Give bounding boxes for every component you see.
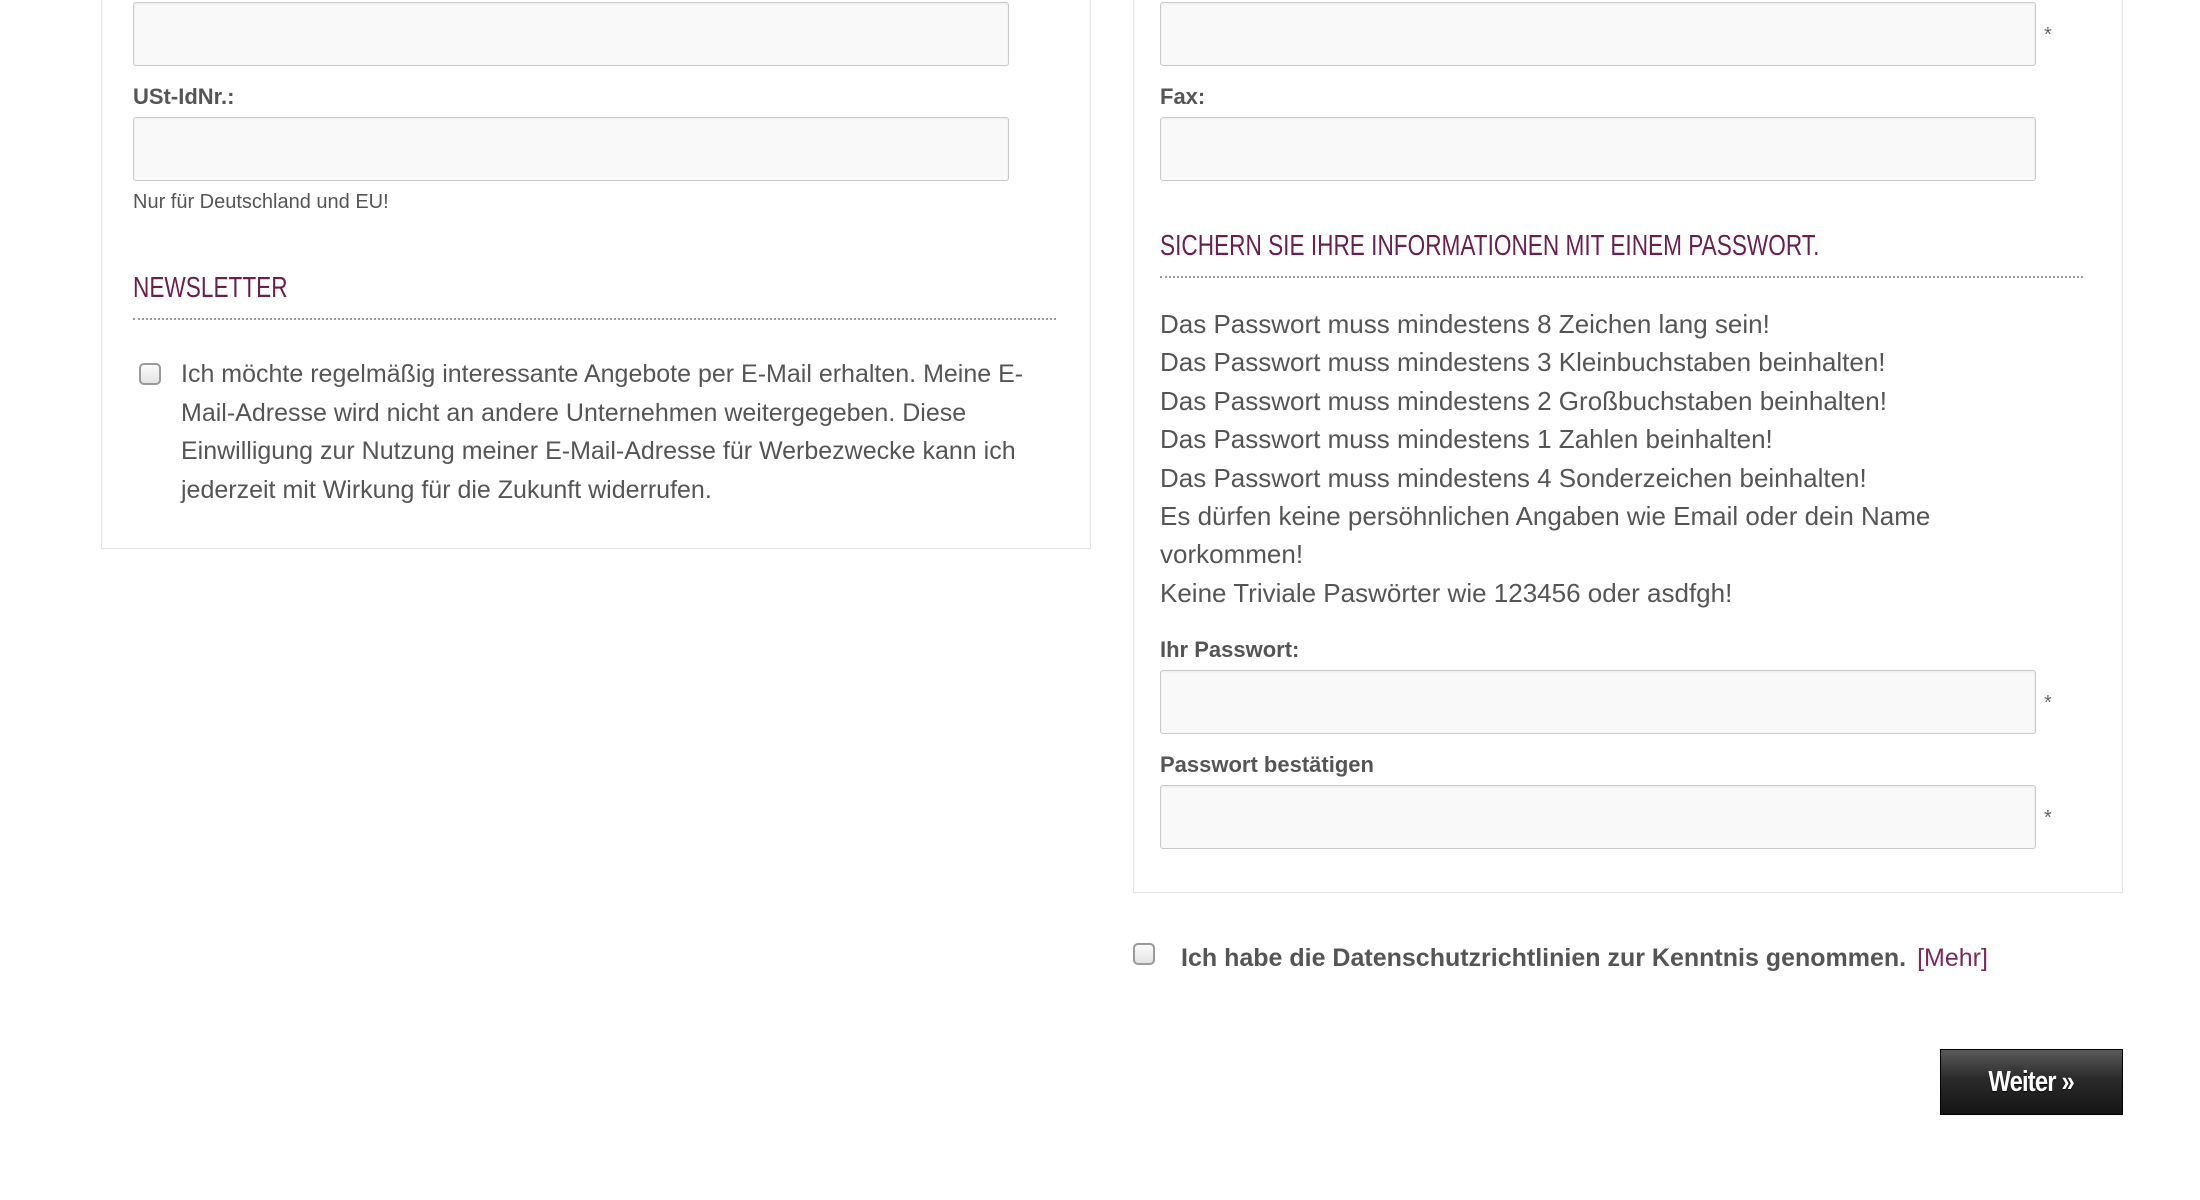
vat-id-hint: Nur für Deutschland und EU! <box>133 191 389 213</box>
password-rule: Das Passwort muss mindestens 3 Kleinbuchstaben beinhalten! <box>1160 347 1886 378</box>
password-label: Ihr Passwort: <box>1160 637 1300 662</box>
password-rules-list <box>1160 305 2020 612</box>
password-rule: Keine Triviale Paswörter wie 123456 oder asdfgh! <box>1160 577 1733 608</box>
fax-label: Fax: <box>1160 84 1206 109</box>
weiter-button-label: Weiter » <box>1988 1065 2075 1098</box>
required-marker: * <box>2044 692 2052 714</box>
password-section-title: SICHERN SIE IHRE INFORMATIONEN MIT EINEM PASSWORT. <box>1160 230 1820 262</box>
password-confirm-label: Passwort bestätigen <box>1160 752 1374 777</box>
privacy-more-link[interactable]: [Mehr] <box>1917 944 1988 972</box>
vat-id-label: USt-IdNr.: <box>133 84 235 109</box>
fax-input[interactable] <box>1160 117 2036 181</box>
password-rule: Das Passwort muss mindestens 4 Sonderzeichen beinhalten! <box>1160 462 1867 493</box>
weiter-button[interactable] <box>1940 1049 2123 1115</box>
privacy-checkbox[interactable] <box>1133 943 1155 965</box>
vat-id-input[interactable] <box>133 117 1009 181</box>
previous-field-input[interactable] <box>133 2 1009 66</box>
newsletter-checkbox[interactable] <box>139 363 161 385</box>
required-marker: * <box>2044 807 2052 829</box>
newsletter-consent-text: Ich möchte regelmäßig interessante Angebote per E-Mail erhalten. Meine E-Mail-Adresse wird nicht an andere Unternehmen weitergegeben. Diese Einwilligung zur Nutzung meiner E-Mail-Adresse für Werbezwecke kann ich jederzeit mit Wirkung für die Zukunft widerrufen. <box>181 360 1024 504</box>
password-confirm-input[interactable] <box>1160 785 2036 849</box>
password-rule: Das Passwort muss mindestens 2 Großbuchstaben beinhalten! <box>1160 385 1887 416</box>
password-rule: Das Passwort muss mindestens 1 Zahlen beinhalten! <box>1160 424 1773 455</box>
password-rule: Das Passwort muss mindestens 8 Zeichen lang sein! <box>1160 309 1770 339</box>
newsletter-title: NEWSLETTER <box>133 272 288 304</box>
required-marker: * <box>2044 24 2052 46</box>
password-input[interactable] <box>1160 670 2036 734</box>
password-rule: Es dürfen keine persöhnlichen Angaben wie Email oder dein Name vorkommen! <box>1160 501 1931 570</box>
password-section-divider <box>1160 276 2083 278</box>
privacy-consent-text: Ich habe die Datenschutzrichtlinien zur Kenntnis genommen. <box>1181 944 1907 972</box>
newsletter-divider <box>133 318 1056 320</box>
privacy-consent-label <box>1181 944 1988 973</box>
phone-input[interactable] <box>1160 2 2036 66</box>
